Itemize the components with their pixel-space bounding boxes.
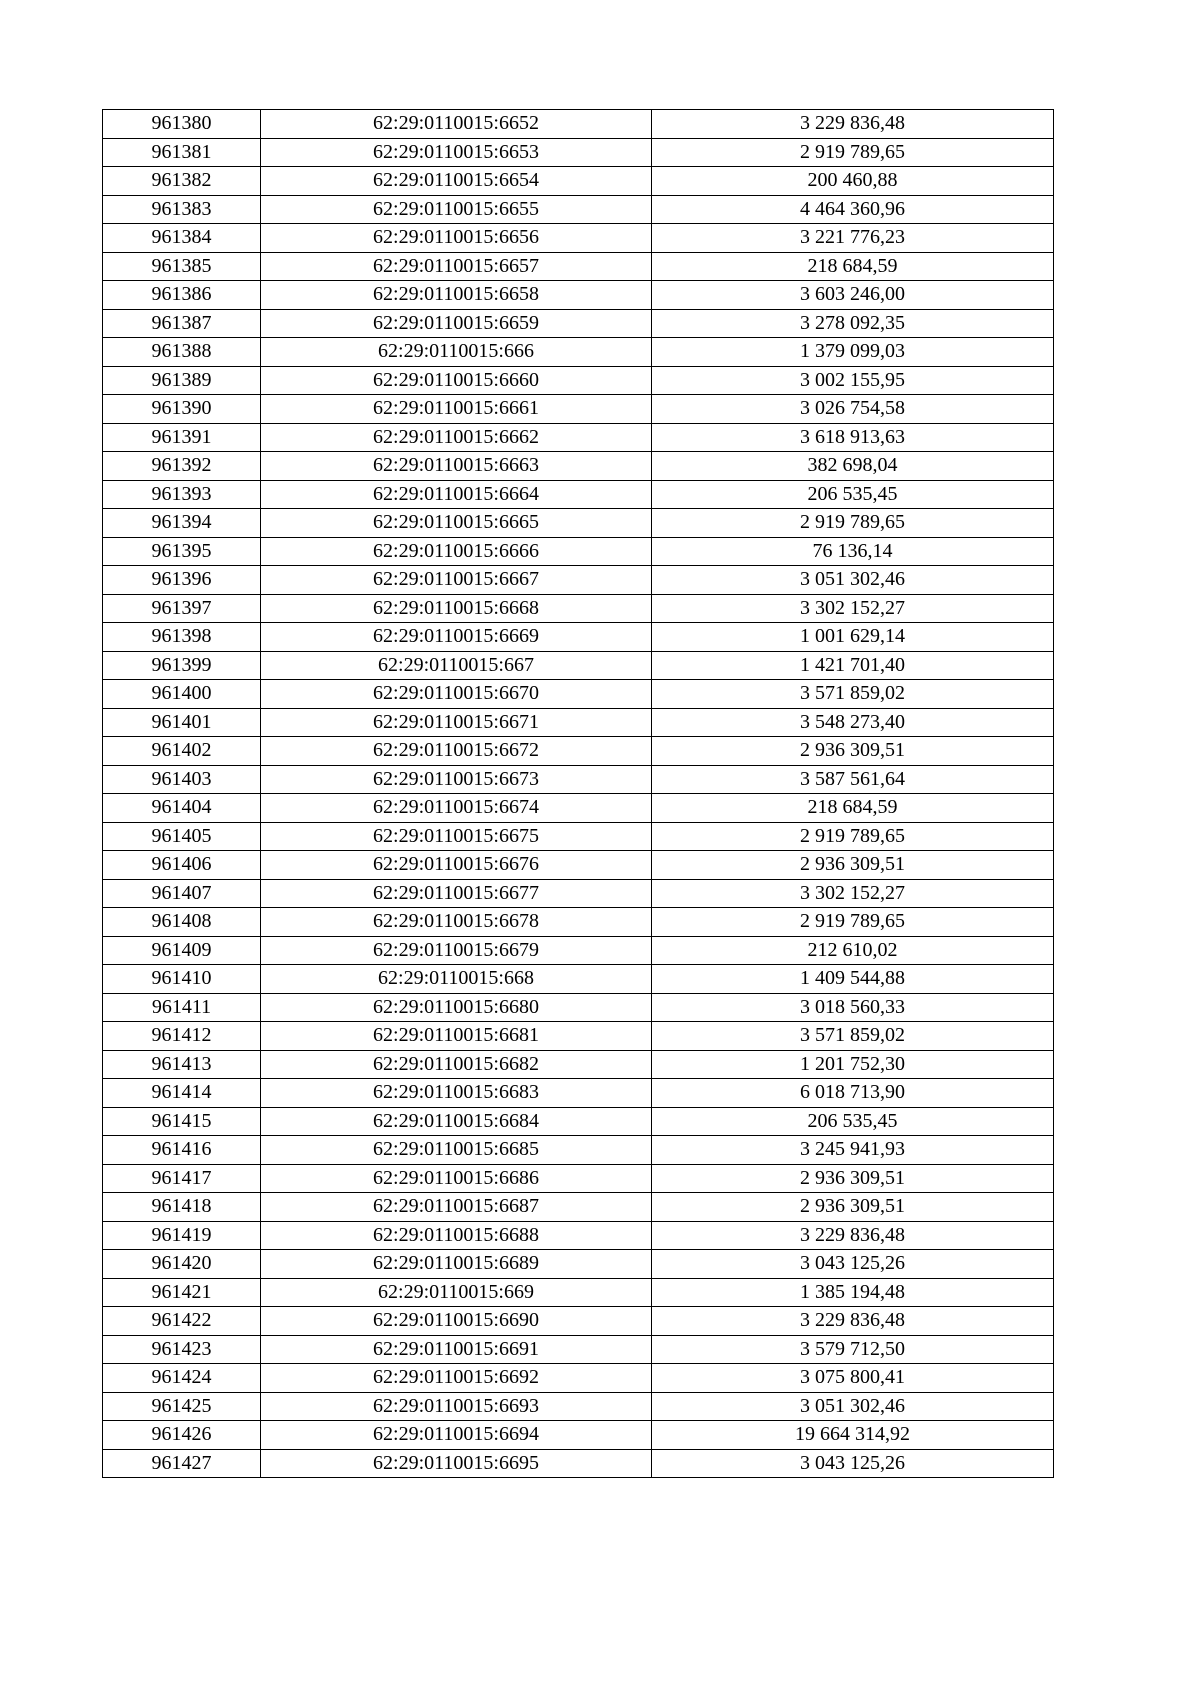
- row-number-cell: 961395: [103, 537, 261, 566]
- cadastral-value-cell: 2 936 309,51: [652, 1193, 1054, 1222]
- cadastral-value-cell: 19 664 314,92: [652, 1421, 1054, 1450]
- row-number-cell: 961404: [103, 794, 261, 823]
- cadastral-value-table: [102, 109, 1054, 1478]
- cadastral-number-cell: 62:29:0110015:6661: [261, 395, 652, 424]
- row-number-cell: 961412: [103, 1022, 261, 1051]
- row-number-cell: 961387: [103, 309, 261, 338]
- cadastral-value-cell: 2 919 789,65: [652, 822, 1054, 851]
- cadastral-number-cell: 62:29:0110015:668: [261, 965, 652, 994]
- cadastral-value-cell: 3 587 561,64: [652, 765, 1054, 794]
- row-number-cell: 961399: [103, 651, 261, 680]
- row-number-cell: 961409: [103, 936, 261, 965]
- table-row: [103, 1278, 1054, 1307]
- cadastral-number-cell: 62:29:0110015:6666: [261, 537, 652, 566]
- row-number-cell: 961398: [103, 623, 261, 652]
- table-row: [103, 1449, 1054, 1478]
- row-number-cell: 961386: [103, 281, 261, 310]
- table-row: [103, 1421, 1054, 1450]
- row-number-cell: 961394: [103, 509, 261, 538]
- table-row: [103, 452, 1054, 481]
- row-number-cell: 961420: [103, 1250, 261, 1279]
- row-number-cell: 961391: [103, 423, 261, 452]
- row-number-cell: 961418: [103, 1193, 261, 1222]
- cadastral-number-cell: 62:29:0110015:6665: [261, 509, 652, 538]
- cadastral-value-cell: 218 684,59: [652, 794, 1054, 823]
- row-number-cell: 961416: [103, 1136, 261, 1165]
- cadastral-value-cell: 2 919 789,65: [652, 138, 1054, 167]
- row-number-cell: 961388: [103, 338, 261, 367]
- cadastral-value-cell: 3 229 836,48: [652, 1221, 1054, 1250]
- row-number-cell: 961389: [103, 366, 261, 395]
- table-row: [103, 338, 1054, 367]
- row-number-cell: 961401: [103, 708, 261, 737]
- cadastral-number-cell: 62:29:0110015:6671: [261, 708, 652, 737]
- cadastral-number-cell: 62:29:0110015:6654: [261, 167, 652, 196]
- table-row: [103, 651, 1054, 680]
- cadastral-number-cell: 62:29:0110015:6690: [261, 1307, 652, 1336]
- table-row: [103, 936, 1054, 965]
- cadastral-number-cell: 62:29:0110015:6660: [261, 366, 652, 395]
- cadastral-number-cell: 62:29:0110015:6652: [261, 110, 652, 139]
- cadastral-value-cell: 206 535,45: [652, 1107, 1054, 1136]
- cadastral-value-cell: 3 221 776,23: [652, 224, 1054, 253]
- cadastral-number-cell: 62:29:0110015:6653: [261, 138, 652, 167]
- table-row: [103, 1193, 1054, 1222]
- table-row: [103, 1364, 1054, 1393]
- row-number-cell: 961396: [103, 566, 261, 595]
- cadastral-value-cell: 1 421 701,40: [652, 651, 1054, 680]
- table-row: [103, 224, 1054, 253]
- table-row: [103, 1335, 1054, 1364]
- row-number-cell: 961402: [103, 737, 261, 766]
- table-row: [103, 1079, 1054, 1108]
- table-row: [103, 167, 1054, 196]
- cadastral-value-cell: 3 302 152,27: [652, 879, 1054, 908]
- row-number-cell: 961405: [103, 822, 261, 851]
- cadastral-value-cell: 2 919 789,65: [652, 908, 1054, 937]
- row-number-cell: 961393: [103, 480, 261, 509]
- table-row: [103, 1136, 1054, 1165]
- table-row: [103, 480, 1054, 509]
- table-row: [103, 993, 1054, 1022]
- cadastral-value-cell: 3 075 800,41: [652, 1364, 1054, 1393]
- cadastral-value-cell: 206 535,45: [652, 480, 1054, 509]
- table-row: [103, 1250, 1054, 1279]
- cadastral-value-cell: 218 684,59: [652, 252, 1054, 281]
- cadastral-value-cell: 6 018 713,90: [652, 1079, 1054, 1108]
- cadastral-value-cell: 3 051 302,46: [652, 1392, 1054, 1421]
- table-row: [103, 594, 1054, 623]
- row-number-cell: 961427: [103, 1449, 261, 1478]
- cadastral-value-cell: 3 302 152,27: [652, 594, 1054, 623]
- cadastral-number-cell: 62:29:0110015:6679: [261, 936, 652, 965]
- table-row: [103, 138, 1054, 167]
- row-number-cell: 961424: [103, 1364, 261, 1393]
- cadastral-value-cell: 2 936 309,51: [652, 1164, 1054, 1193]
- row-number-cell: 961413: [103, 1050, 261, 1079]
- table-row: [103, 623, 1054, 652]
- row-number-cell: 961410: [103, 965, 261, 994]
- cadastral-number-cell: 62:29:0110015:6662: [261, 423, 652, 452]
- table-row: [103, 509, 1054, 538]
- cadastral-number-cell: 62:29:0110015:6663: [261, 452, 652, 481]
- cadastral-value-cell: 2 919 789,65: [652, 509, 1054, 538]
- cadastral-value-cell: 3 002 155,95: [652, 366, 1054, 395]
- row-number-cell: 961411: [103, 993, 261, 1022]
- cadastral-number-cell: 62:29:0110015:6667: [261, 566, 652, 595]
- table-row: [103, 1392, 1054, 1421]
- cadastral-number-cell: 62:29:0110015:669: [261, 1278, 652, 1307]
- row-number-cell: 961390: [103, 395, 261, 424]
- row-number-cell: 961407: [103, 879, 261, 908]
- table-row: [103, 794, 1054, 823]
- cadastral-number-cell: 62:29:0110015:6670: [261, 680, 652, 709]
- cadastral-value-cell: 2 936 309,51: [652, 737, 1054, 766]
- table-row: [103, 737, 1054, 766]
- row-number-cell: 961400: [103, 680, 261, 709]
- row-number-cell: 961406: [103, 851, 261, 880]
- row-number-cell: 961384: [103, 224, 261, 253]
- cadastral-number-cell: 62:29:0110015:6685: [261, 1136, 652, 1165]
- row-number-cell: 961397: [103, 594, 261, 623]
- row-number-cell: 961417: [103, 1164, 261, 1193]
- row-number-cell: 961423: [103, 1335, 261, 1364]
- cadastral-number-cell: 62:29:0110015:6656: [261, 224, 652, 253]
- cadastral-value-cell: 3 229 836,48: [652, 110, 1054, 139]
- cadastral-value-cell: 76 136,14: [652, 537, 1054, 566]
- cadastral-number-cell: 62:29:0110015:6669: [261, 623, 652, 652]
- row-number-cell: 961415: [103, 1107, 261, 1136]
- table-row: [103, 281, 1054, 310]
- row-number-cell: 961385: [103, 252, 261, 281]
- cadastral-value-cell: 1 385 194,48: [652, 1278, 1054, 1307]
- row-number-cell: 961426: [103, 1421, 261, 1450]
- cadastral-value-cell: 3 026 754,58: [652, 395, 1054, 424]
- cadastral-number-cell: 62:29:0110015:6680: [261, 993, 652, 1022]
- table-row: [103, 680, 1054, 709]
- cadastral-value-cell: 3 571 859,02: [652, 680, 1054, 709]
- cadastral-value-cell: 212 610,02: [652, 936, 1054, 965]
- cadastral-number-cell: 62:29:0110015:6674: [261, 794, 652, 823]
- cadastral-number-cell: 62:29:0110015:6658: [261, 281, 652, 310]
- table-row: [103, 1164, 1054, 1193]
- table-row: [103, 423, 1054, 452]
- cadastral-value-cell: 382 698,04: [652, 452, 1054, 481]
- cadastral-number-cell: 62:29:0110015:6672: [261, 737, 652, 766]
- cadastral-number-cell: 62:29:0110015:666: [261, 338, 652, 367]
- cadastral-value-cell: 4 464 360,96: [652, 195, 1054, 224]
- table-row: [103, 1050, 1054, 1079]
- cadastral-value-cell: 3 278 092,35: [652, 309, 1054, 338]
- cadastral-number-cell: 62:29:0110015:6687: [261, 1193, 652, 1222]
- cadastral-number-cell: 62:29:0110015:6691: [261, 1335, 652, 1364]
- cadastral-number-cell: 62:29:0110015:6664: [261, 480, 652, 509]
- cadastral-value-cell: 3 043 125,26: [652, 1250, 1054, 1279]
- cadastral-number-cell: 62:29:0110015:6684: [261, 1107, 652, 1136]
- cadastral-number-cell: 62:29:0110015:6693: [261, 1392, 652, 1421]
- cadastral-number-cell: 62:29:0110015:667: [261, 651, 652, 680]
- table-row: [103, 851, 1054, 880]
- cadastral-number-cell: 62:29:0110015:6688: [261, 1221, 652, 1250]
- cadastral-value-cell: 3 618 913,63: [652, 423, 1054, 452]
- table-row: [103, 708, 1054, 737]
- cadastral-number-cell: 62:29:0110015:6655: [261, 195, 652, 224]
- cadastral-number-cell: 62:29:0110015:6689: [261, 1250, 652, 1279]
- row-number-cell: 961382: [103, 167, 261, 196]
- table-row: [103, 110, 1054, 139]
- cadastral-value-cell: 1 409 544,88: [652, 965, 1054, 994]
- table-row: [103, 765, 1054, 794]
- table-row: [103, 965, 1054, 994]
- row-number-cell: 961419: [103, 1221, 261, 1250]
- cadastral-value-cell: 2 936 309,51: [652, 851, 1054, 880]
- table-row: [103, 1022, 1054, 1051]
- row-number-cell: 961414: [103, 1079, 261, 1108]
- cadastral-number-cell: 62:29:0110015:6676: [261, 851, 652, 880]
- cadastral-number-cell: 62:29:0110015:6694: [261, 1421, 652, 1450]
- table-row: [103, 1221, 1054, 1250]
- cadastral-value-cell: 3 229 836,48: [652, 1307, 1054, 1336]
- cadastral-value-cell: 3 603 246,00: [652, 281, 1054, 310]
- row-number-cell: 961383: [103, 195, 261, 224]
- cadastral-value-cell: 3 018 560,33: [652, 993, 1054, 1022]
- table-row: [103, 1307, 1054, 1336]
- cadastral-number-cell: 62:29:0110015:6675: [261, 822, 652, 851]
- cadastral-number-cell: 62:29:0110015:6657: [261, 252, 652, 281]
- row-number-cell: 961421: [103, 1278, 261, 1307]
- table-row: [103, 195, 1054, 224]
- row-number-cell: 961425: [103, 1392, 261, 1421]
- cadastral-number-cell: 62:29:0110015:6659: [261, 309, 652, 338]
- row-number-cell: 961381: [103, 138, 261, 167]
- cadastral-number-cell: 62:29:0110015:6681: [261, 1022, 652, 1051]
- row-number-cell: 961380: [103, 110, 261, 139]
- cadastral-value-cell: 200 460,88: [652, 167, 1054, 196]
- cadastral-number-cell: 62:29:0110015:6677: [261, 879, 652, 908]
- cadastral-number-cell: 62:29:0110015:6686: [261, 1164, 652, 1193]
- cadastral-value-cell: 1 379 099,03: [652, 338, 1054, 367]
- cadastral-number-cell: 62:29:0110015:6682: [261, 1050, 652, 1079]
- cadastral-value-cell: 3 043 125,26: [652, 1449, 1054, 1478]
- cadastral-number-cell: 62:29:0110015:6683: [261, 1079, 652, 1108]
- row-number-cell: 961403: [103, 765, 261, 794]
- cadastral-number-cell: 62:29:0110015:6668: [261, 594, 652, 623]
- table-row: [103, 309, 1054, 338]
- table-row: [103, 1107, 1054, 1136]
- table-row: [103, 822, 1054, 851]
- cadastral-value-cell: 1 001 629,14: [652, 623, 1054, 652]
- row-number-cell: 961392: [103, 452, 261, 481]
- cadastral-value-cell: 1 201 752,30: [652, 1050, 1054, 1079]
- row-number-cell: 961408: [103, 908, 261, 937]
- row-number-cell: 961422: [103, 1307, 261, 1336]
- table-row: [103, 908, 1054, 937]
- cadastral-number-cell: 62:29:0110015:6692: [261, 1364, 652, 1393]
- cadastral-value-cell: 3 571 859,02: [652, 1022, 1054, 1051]
- cadastral-value-cell: 3 548 273,40: [652, 708, 1054, 737]
- table-row: [103, 537, 1054, 566]
- cadastral-number-cell: 62:29:0110015:6695: [261, 1449, 652, 1478]
- cadastral-value-cell: 3 579 712,50: [652, 1335, 1054, 1364]
- table-row: [103, 879, 1054, 908]
- cadastral-value-cell: 3 051 302,46: [652, 566, 1054, 595]
- table-body: [103, 110, 1054, 1478]
- table-row: [103, 366, 1054, 395]
- table-row: [103, 566, 1054, 595]
- table-row: [103, 395, 1054, 424]
- cadastral-number-cell: 62:29:0110015:6678: [261, 908, 652, 937]
- cadastral-number-cell: 62:29:0110015:6673: [261, 765, 652, 794]
- table-row: [103, 252, 1054, 281]
- cadastral-value-cell: 3 245 941,93: [652, 1136, 1054, 1165]
